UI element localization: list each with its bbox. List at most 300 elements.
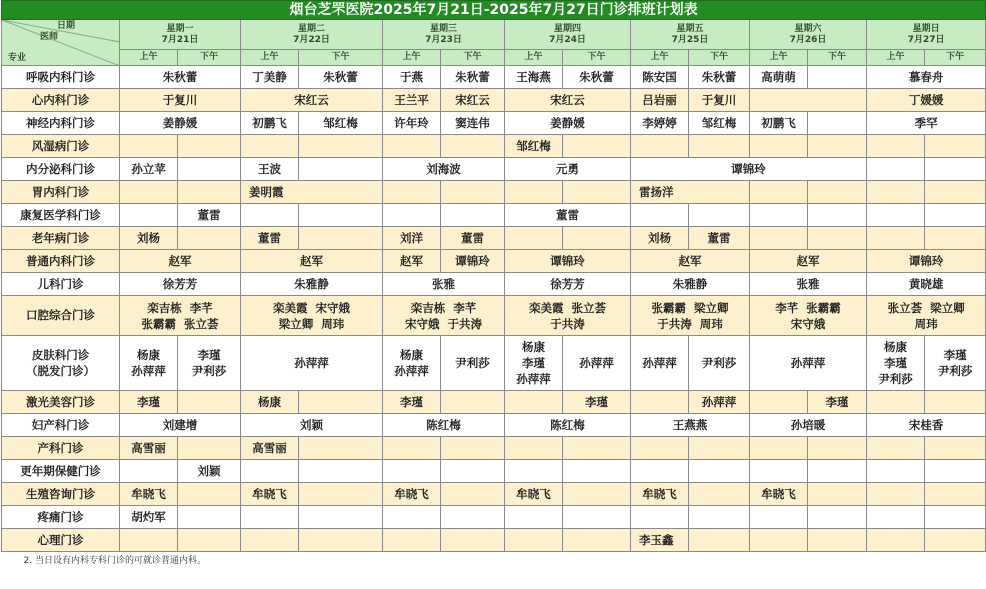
schedule-cell xyxy=(563,529,631,552)
doctor-name: 李瑾 xyxy=(943,348,967,362)
dept-label: 康复医学科门诊 xyxy=(2,204,120,227)
schedule-cell xyxy=(563,437,631,460)
row-cardiology xyxy=(2,89,986,112)
schedule-cell xyxy=(867,506,925,529)
doctor-name: 张霸霸 xyxy=(651,300,686,315)
doctor-name: 周玮 xyxy=(914,316,938,331)
schedule-cell xyxy=(808,437,867,460)
pm-label: 下午 xyxy=(441,50,505,66)
weekday-label: 星期四 xyxy=(553,23,581,34)
schedule-cell xyxy=(750,460,808,483)
schedule-cell: 赵军 xyxy=(383,250,441,273)
schedule-cell xyxy=(867,204,925,227)
date-label: 7月23日 xyxy=(425,34,462,45)
dept-label: 呼吸内科门诊 xyxy=(2,66,120,89)
name-line xyxy=(867,316,985,332)
schedule-cell: 高萌萌 xyxy=(750,66,808,89)
schedule-cell: 李瑾 xyxy=(120,391,178,414)
row-general-medicine xyxy=(2,250,986,273)
schedule-cell xyxy=(299,391,383,414)
doctor-name: 梁立卿 xyxy=(930,300,965,315)
doctor-name: 杨康 xyxy=(522,340,545,354)
schedule-cell xyxy=(178,529,241,552)
schedule-cell xyxy=(178,391,241,414)
schedule-cell xyxy=(925,204,986,227)
schedule-cell xyxy=(867,158,925,181)
schedule-cell xyxy=(505,296,631,336)
schedule-cell xyxy=(925,437,986,460)
schedule-cell xyxy=(241,336,383,391)
schedule-cell: 窦连伟 xyxy=(441,112,505,135)
pm-label: 下午 xyxy=(563,50,631,66)
date-label: 7月22日 xyxy=(293,34,330,45)
schedule-cell: 朱秋蕾 xyxy=(120,66,241,89)
date-label: 7月27日 xyxy=(907,34,945,45)
schedule-cell: 赵军 xyxy=(120,250,241,273)
name-line xyxy=(120,316,240,332)
schedule-cell xyxy=(808,529,867,552)
schedule-cell xyxy=(120,336,178,391)
row-laser-cosmetic xyxy=(2,391,986,414)
schedule-cell xyxy=(925,391,986,414)
row-menopause xyxy=(2,460,986,483)
doctor-name: 张霸霸 xyxy=(806,300,841,315)
schedule-cell: 刘颖 xyxy=(241,414,383,437)
name-line xyxy=(750,316,866,332)
doctor-name: 李芊 xyxy=(775,300,799,315)
am-label: 上午 xyxy=(631,50,689,66)
am-label: 上午 xyxy=(867,50,925,66)
doctor-name: 栾吉栋 xyxy=(410,300,446,315)
doctor-name: 张立荟 xyxy=(887,300,923,315)
doctor-name: 张霸霸 xyxy=(141,316,176,331)
schedule-cell xyxy=(383,437,441,460)
schedule-cell: 赵军 xyxy=(241,250,383,273)
doctor-name: 尹利莎 xyxy=(701,355,737,370)
schedule-cell: 孙萍萍 xyxy=(689,391,750,414)
schedule-cell xyxy=(441,460,505,483)
schedule-cell: 谭锦玲 xyxy=(505,250,631,273)
doctor-name: 孙萍萍 xyxy=(131,364,166,378)
schedule-cell xyxy=(925,181,986,204)
schedule-cell xyxy=(750,437,808,460)
schedule-cell xyxy=(750,204,808,227)
dept-label: 激光美容门诊 xyxy=(2,391,120,414)
doctor-name: 周玮 xyxy=(699,316,723,331)
schedule-cell xyxy=(867,336,925,391)
schedule-cell xyxy=(867,529,925,552)
schedule-cell: 姜明霞 xyxy=(241,181,383,204)
schedule-cell xyxy=(241,204,299,227)
schedule-cell: 牟晓飞 xyxy=(383,483,441,506)
schedule-cell xyxy=(808,135,867,158)
row-obgyn xyxy=(2,414,986,437)
schedule-cell xyxy=(925,336,986,391)
schedule-cell: 朱雅静 xyxy=(631,273,750,296)
schedule-cell xyxy=(689,529,750,552)
footnote-row xyxy=(2,552,986,572)
name-line xyxy=(631,300,749,316)
schedule-cell: 张雅 xyxy=(750,273,867,296)
schedule-cell xyxy=(120,296,241,336)
doctor-name: 栾美霞 xyxy=(528,300,564,315)
schedule-cell xyxy=(808,483,867,506)
schedule-cell: 徐芳芳 xyxy=(120,273,241,296)
dept-subname: （脱发门诊） xyxy=(26,364,95,378)
doctor-name: 栾美霞 xyxy=(272,300,308,315)
schedule-cell: 姜静媛 xyxy=(120,112,241,135)
schedule-cell: 孙培暖 xyxy=(750,414,867,437)
schedule-cell xyxy=(631,204,689,227)
schedule-cell xyxy=(441,181,505,204)
schedule-cell xyxy=(178,227,241,250)
schedule-cell xyxy=(631,135,689,158)
schedule-cell: 初鹏飞 xyxy=(241,112,299,135)
schedule-cell xyxy=(750,506,808,529)
schedule-cell xyxy=(689,437,750,460)
schedule-cell xyxy=(867,296,986,336)
schedule-cell xyxy=(750,391,808,414)
weekday-label: 星期五 xyxy=(676,23,704,34)
schedule-cell: 董雷 xyxy=(441,227,505,250)
name-line xyxy=(631,316,749,332)
ampm-header-row xyxy=(2,50,986,66)
schedule-cell xyxy=(631,460,689,483)
schedule-cell: 徐芳芳 xyxy=(505,273,631,296)
schedule-cell xyxy=(505,336,563,391)
doctor-name: 周玮 xyxy=(321,316,345,331)
schedule-cell: 李瑾 xyxy=(563,391,631,414)
schedule-cell xyxy=(505,506,563,529)
schedule-cell xyxy=(750,336,867,391)
doctor-name: 李瑾 xyxy=(522,356,545,370)
schedule-cell xyxy=(808,204,867,227)
schedule-cell: 王兰平 xyxy=(383,89,441,112)
dept-label: 产科门诊 xyxy=(2,437,120,460)
row-neurology xyxy=(2,112,986,135)
schedule-cell xyxy=(925,506,986,529)
schedule-cell: 朱秋蕾 xyxy=(441,66,505,89)
doctor-name: 尹利莎 xyxy=(455,355,490,370)
schedule-cell xyxy=(808,181,867,204)
schedule-cell xyxy=(505,529,563,552)
schedule-cell xyxy=(120,135,178,158)
schedule-cell xyxy=(241,529,299,552)
schedule-cell xyxy=(299,529,383,552)
dept-label: 儿科门诊 xyxy=(2,273,120,296)
dept-label: 神经内科门诊 xyxy=(2,112,120,135)
schedule-cell: 刘颖 xyxy=(178,460,241,483)
schedule-cell xyxy=(241,296,383,336)
schedule-cell: 许年玲 xyxy=(383,112,441,135)
schedule-cell xyxy=(120,460,178,483)
schedule-cell xyxy=(441,506,505,529)
schedule-cell xyxy=(867,483,925,506)
schedule-cell: 邹红梅 xyxy=(505,135,563,158)
schedule-cell: 董雷 xyxy=(241,227,299,250)
doctor-name: 孙萍萍 xyxy=(790,355,826,370)
schedule-cell: 李婷婷 xyxy=(631,112,689,135)
schedule-cell: 牟晓飞 xyxy=(631,483,689,506)
schedule-cell: 董雷 xyxy=(689,227,750,250)
dept-label: 更年期保健门诊 xyxy=(2,460,120,483)
am-label: 上午 xyxy=(241,50,299,66)
schedule-cell xyxy=(441,529,505,552)
schedule-cell xyxy=(178,181,241,204)
schedule-cell xyxy=(689,483,750,506)
day-header-wed xyxy=(383,20,505,50)
dept-label: 老年病门诊 xyxy=(2,227,120,250)
schedule-cell xyxy=(867,227,925,250)
schedule-cell xyxy=(383,460,441,483)
schedule-cell xyxy=(383,296,505,336)
schedule-cell xyxy=(383,529,441,552)
am-label: 上午 xyxy=(383,50,441,66)
weekday-label: 星期日 xyxy=(912,23,940,34)
schedule-cell xyxy=(689,336,750,391)
doctor-name: 尹利莎 xyxy=(191,364,227,378)
schedule-cell xyxy=(178,506,241,529)
schedule-cell xyxy=(925,158,986,181)
row-obstetrics xyxy=(2,437,986,460)
schedule-cell xyxy=(299,135,383,158)
schedule-cell xyxy=(441,204,505,227)
weekday-label: 星期二 xyxy=(297,23,325,34)
schedule-cell: 牟晓飞 xyxy=(241,483,299,506)
name-line xyxy=(241,300,382,316)
corner-specialty-label: 专业 xyxy=(8,53,27,63)
doctor-name: 宋守娥 xyxy=(790,316,826,331)
schedule-cell xyxy=(808,66,867,89)
schedule-cell: 朱秋蕾 xyxy=(689,66,750,89)
schedule-cell xyxy=(505,227,563,250)
schedule-cell: 吕岩丽 xyxy=(631,89,689,112)
schedule-cell xyxy=(299,437,383,460)
schedule-cell: 陈红梅 xyxy=(505,414,631,437)
schedule-cell xyxy=(120,204,178,227)
row-rheumatology xyxy=(2,135,986,158)
doctor-name: 宋守娥 xyxy=(404,316,440,331)
doctor-name: 梁立卿 xyxy=(694,300,729,315)
doctor-name: 尹利莎 xyxy=(878,372,913,386)
row-respiratory xyxy=(2,66,986,89)
schedule-cell: 张雅 xyxy=(383,273,505,296)
schedule-cell: 丁媛媛 xyxy=(867,89,986,112)
schedule-cell: 孙立苹 xyxy=(120,158,178,181)
schedule-cell xyxy=(563,135,631,158)
schedule-cell: 邹红梅 xyxy=(689,112,750,135)
schedule-cell xyxy=(383,506,441,529)
header-corner xyxy=(2,20,120,66)
schedule-cell xyxy=(925,460,986,483)
schedule-cell xyxy=(689,460,750,483)
am-label: 上午 xyxy=(120,50,178,66)
doctor-name: 孙萍萍 xyxy=(394,364,429,378)
schedule-cell: 牟晓飞 xyxy=(120,483,178,506)
schedule-cell xyxy=(241,506,299,529)
schedule-cell xyxy=(563,227,631,250)
schedule-cell: 元勇 xyxy=(505,158,631,181)
row-endocrinology xyxy=(2,158,986,181)
schedule-cell: 慕春舟 xyxy=(867,66,986,89)
schedule-cell xyxy=(441,391,505,414)
schedule-cell xyxy=(563,506,631,529)
doctor-name: 于共涛 xyxy=(550,316,585,331)
schedule-cell: 季罕 xyxy=(867,112,986,135)
schedule-cell: 王燕燕 xyxy=(631,414,750,437)
schedule-cell: 刘海波 xyxy=(383,158,505,181)
row-rehabilitation xyxy=(2,204,986,227)
name-line xyxy=(505,300,630,316)
dept-label: 心内科门诊 xyxy=(2,89,120,112)
day-header-tue xyxy=(241,20,383,50)
doctor-name: 杨康 xyxy=(137,348,160,362)
day-header-thu xyxy=(505,20,631,50)
schedule-cell: 宋红云 xyxy=(441,89,505,112)
schedule-cell: 刘杨 xyxy=(120,227,178,250)
schedule-cell xyxy=(750,181,808,204)
schedule-cell xyxy=(178,336,241,391)
title-row xyxy=(2,1,986,20)
doctor-name: 杨康 xyxy=(400,348,423,362)
doctor-name: 栾吉栋 xyxy=(147,300,182,315)
schedule-cell: 赵军 xyxy=(750,250,867,273)
schedule-cell: 高雪丽 xyxy=(120,437,178,460)
schedule-cell xyxy=(505,460,563,483)
am-label: 上午 xyxy=(505,50,563,66)
schedule-cell xyxy=(441,437,505,460)
schedule-cell xyxy=(631,336,689,391)
row-psychology xyxy=(2,529,986,552)
schedule-cell: 黄晓雄 xyxy=(867,273,986,296)
doctor-name: 李瑾 xyxy=(884,356,907,370)
schedule-cell: 邹红梅 xyxy=(299,112,383,135)
schedule-cell: 李瑾 xyxy=(383,391,441,414)
dept-label: 心理门诊 xyxy=(2,529,120,552)
schedule-cell xyxy=(925,135,986,158)
schedule-cell xyxy=(383,181,441,204)
schedule-cell xyxy=(441,135,505,158)
schedule-cell xyxy=(808,112,867,135)
schedule-cell xyxy=(178,483,241,506)
name-line xyxy=(505,316,630,332)
schedule-cell: 于复川 xyxy=(689,89,750,112)
pm-label: 下午 xyxy=(808,50,867,66)
schedule-cell xyxy=(925,529,986,552)
schedule-cell: 杨康 xyxy=(241,391,299,414)
pm-label: 下午 xyxy=(299,50,383,66)
day-header-sat xyxy=(750,20,867,50)
schedule-cell: 于复川 xyxy=(120,89,241,112)
doctor-name: 孙萍萍 xyxy=(516,372,551,386)
doctor-name: 梁立卿 xyxy=(278,316,314,331)
schedule-cell xyxy=(867,460,925,483)
name-line xyxy=(867,300,985,316)
schedule-cell xyxy=(299,483,383,506)
row-dermatology xyxy=(2,336,986,391)
dept-label: 内分泌科门诊 xyxy=(2,158,120,181)
schedule-cell: 刘洋 xyxy=(383,227,441,250)
schedule-cell: 陈红梅 xyxy=(383,414,505,437)
schedule-cell xyxy=(120,181,178,204)
schedule-cell: 丁美静 xyxy=(241,66,299,89)
schedule-cell: 刘建增 xyxy=(120,414,241,437)
doctor-name: 张立荟 xyxy=(571,300,606,315)
weekday-header-row xyxy=(2,20,986,50)
schedule-cell xyxy=(299,204,383,227)
pm-label: 下午 xyxy=(925,50,986,66)
schedule-cell: 刘杨 xyxy=(631,227,689,250)
date-label: 7月24日 xyxy=(549,34,586,45)
dept-label: 疼痛门诊 xyxy=(2,506,120,529)
doctor-name: 孙萍萍 xyxy=(294,355,329,370)
day-header-sun xyxy=(867,20,986,50)
row-gastroenterology xyxy=(2,181,986,204)
name-line xyxy=(750,300,866,316)
schedule-cell xyxy=(178,158,241,181)
date-label: 7月26日 xyxy=(789,34,827,45)
schedule-cell xyxy=(563,460,631,483)
doctor-name: 张立荟 xyxy=(184,316,219,331)
schedule-cell xyxy=(299,158,383,181)
day-header-mon xyxy=(120,20,241,50)
schedule-cell: 李瑾 xyxy=(808,391,867,414)
schedule-cell: 宋红云 xyxy=(241,89,383,112)
date-label: 7月25日 xyxy=(671,34,709,45)
schedule-cell xyxy=(631,296,750,336)
schedule-cell xyxy=(750,296,867,336)
schedule-cell xyxy=(631,437,689,460)
doctor-name: 尹利莎 xyxy=(937,364,973,378)
schedule-cell xyxy=(383,336,441,391)
schedule-cell: 王波 xyxy=(241,158,299,181)
schedule-cell: 宋桂香 xyxy=(867,414,986,437)
schedule-cell xyxy=(441,336,505,391)
doctor-name: 李瑾 xyxy=(197,348,221,362)
doctor-name: 于共涛 xyxy=(657,316,692,331)
schedule-cell xyxy=(925,483,986,506)
schedule-cell: 董雷 xyxy=(178,204,241,227)
day-header-fri xyxy=(631,20,750,50)
schedule-cell xyxy=(750,89,867,112)
weekday-label: 星期六 xyxy=(794,23,822,34)
schedule-cell xyxy=(689,135,750,158)
schedule-cell: 于燕 xyxy=(383,66,441,89)
schedule-cell: 朱秋蕾 xyxy=(563,66,631,89)
schedule-cell xyxy=(299,227,383,250)
schedule-cell: 陈安国 xyxy=(631,66,689,89)
page-title: 烟台芝罘医院2025年7月21日-2025年7月27日门诊排班计划表 xyxy=(2,1,986,20)
schedule-cell xyxy=(505,391,563,414)
schedule-cell xyxy=(631,506,689,529)
schedule-cell xyxy=(750,529,808,552)
schedule-cell xyxy=(750,227,808,250)
weekday-label: 星期一 xyxy=(166,23,194,34)
schedule-cell: 董雷 xyxy=(505,204,631,227)
schedule-cell: 牟晓飞 xyxy=(750,483,808,506)
name-line xyxy=(241,316,382,332)
schedule-cell xyxy=(808,506,867,529)
schedule-cell xyxy=(631,391,689,414)
doctor-name: 杨康 xyxy=(884,340,907,354)
dept-label xyxy=(2,336,120,391)
dept-label: 口腔综合门诊 xyxy=(2,296,120,336)
schedule-cell xyxy=(750,135,808,158)
schedule-cell xyxy=(867,135,925,158)
schedule-cell xyxy=(808,460,867,483)
schedule-cell xyxy=(563,483,631,506)
pm-label: 下午 xyxy=(689,50,750,66)
